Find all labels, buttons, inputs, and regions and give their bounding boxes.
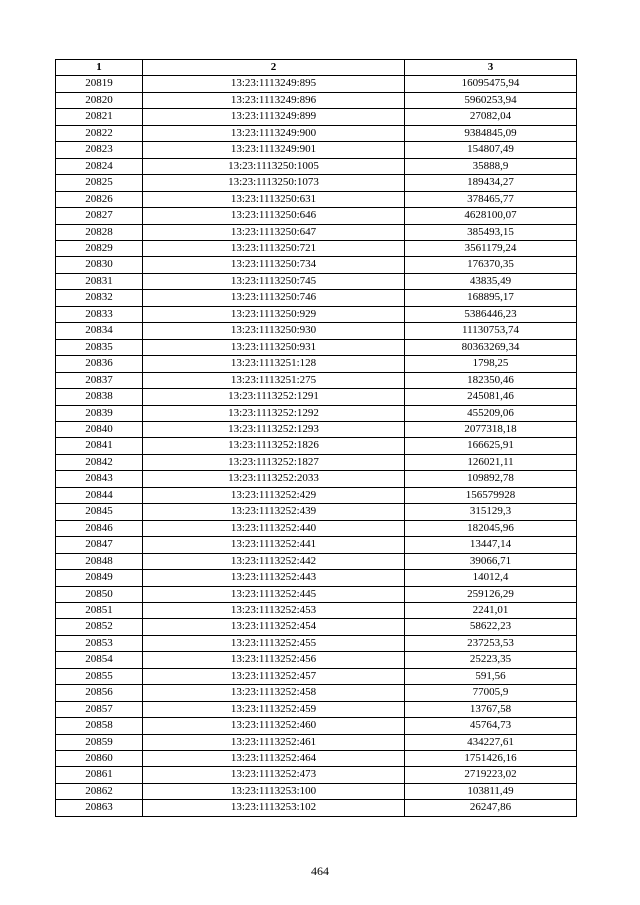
table-row [56, 389, 577, 405]
cadastral-number-cell: 13:23:1113252:458 [143, 685, 405, 701]
cadastral-number-cell: 13:23:1113249:899 [143, 109, 405, 125]
row-number-cell: 20820 [56, 92, 143, 108]
row-number-cell: 20845 [56, 504, 143, 520]
cadastral-number-cell: 13:23:1113252:1826 [143, 438, 405, 454]
row-number-cell: 20823 [56, 142, 143, 158]
table-row [56, 224, 577, 240]
row-number-cell: 20830 [56, 257, 143, 273]
value-cell: 126021,11 [405, 454, 577, 470]
row-number-cell: 20833 [56, 306, 143, 322]
table-row [56, 718, 577, 734]
value-cell: 103811,49 [405, 783, 577, 799]
table-row [56, 487, 577, 503]
cadastral-number-cell: 13:23:1113252:461 [143, 734, 405, 750]
cadastral-number-cell: 13:23:1113250:734 [143, 257, 405, 273]
table-row [56, 701, 577, 717]
row-number-cell: 20822 [56, 125, 143, 141]
value-cell: 1751426,16 [405, 751, 577, 767]
value-cell: 11130753,74 [405, 323, 577, 339]
value-cell: 1798,25 [405, 356, 577, 372]
column-header-2: 2 [143, 60, 405, 76]
row-number-cell: 20832 [56, 290, 143, 306]
page-number: 464 [311, 864, 329, 878]
cadastral-number-cell: 13:23:1113250:647 [143, 224, 405, 240]
table-row [56, 685, 577, 701]
row-number-cell: 20821 [56, 109, 143, 125]
table-row [56, 454, 577, 470]
value-cell: 2241,01 [405, 602, 577, 618]
cadastral-number-cell: 13:23:1113252:464 [143, 751, 405, 767]
cadastral-number-cell: 13:23:1113252:473 [143, 767, 405, 783]
cadastral-number-cell: 13:23:1113252:460 [143, 718, 405, 734]
row-number-cell: 20847 [56, 537, 143, 553]
value-cell: 385493,15 [405, 224, 577, 240]
value-cell: 168895,17 [405, 290, 577, 306]
value-cell: 109892,78 [405, 471, 577, 487]
table-row [56, 240, 577, 256]
table-row [56, 191, 577, 207]
value-cell: 176370,35 [405, 257, 577, 273]
cadastral-number-cell: 13:23:1113252:1292 [143, 405, 405, 421]
row-number-cell: 20841 [56, 438, 143, 454]
cadastral-number-cell: 13:23:1113249:895 [143, 76, 405, 92]
cadastral-number-cell: 13:23:1113252:455 [143, 635, 405, 651]
value-cell: 259126,29 [405, 586, 577, 602]
table-row [56, 158, 577, 174]
value-cell: 58622,23 [405, 619, 577, 635]
table-row [56, 372, 577, 388]
table-body [56, 76, 577, 816]
value-cell: 45764,73 [405, 718, 577, 734]
table-row [56, 767, 577, 783]
cadastral-number-cell: 13:23:1113250:1073 [143, 175, 405, 191]
cadastral-number-cell: 13:23:1113253:102 [143, 800, 405, 816]
value-cell: 9384845,09 [405, 125, 577, 141]
cadastral-number-cell: 13:23:1113252:457 [143, 668, 405, 684]
table-row [56, 586, 577, 602]
value-cell: 3561179,24 [405, 240, 577, 256]
cadastral-number-cell: 13:23:1113250:931 [143, 339, 405, 355]
table-row [56, 92, 577, 108]
value-cell: 166625,91 [405, 438, 577, 454]
value-cell: 378465,77 [405, 191, 577, 207]
table-row [56, 783, 577, 799]
cadastral-number-cell: 13:23:1113252:1291 [143, 389, 405, 405]
cadastral-number-cell: 13:23:1113250:721 [143, 240, 405, 256]
value-cell: 80363269,34 [405, 339, 577, 355]
row-number-cell: 20859 [56, 734, 143, 750]
value-cell: 455209,06 [405, 405, 577, 421]
table-row [56, 602, 577, 618]
value-cell: 182045,96 [405, 520, 577, 536]
row-number-cell: 20840 [56, 421, 143, 437]
data-table [55, 59, 577, 817]
row-number-cell: 20834 [56, 323, 143, 339]
value-cell: 26247,86 [405, 800, 577, 816]
table-row [56, 323, 577, 339]
row-number-cell: 20860 [56, 751, 143, 767]
table-row [56, 257, 577, 273]
value-cell: 35888,9 [405, 158, 577, 174]
value-cell: 434227,61 [405, 734, 577, 750]
table-row [56, 290, 577, 306]
row-number-cell: 20850 [56, 586, 143, 602]
cadastral-number-cell: 13:23:1113250:929 [143, 306, 405, 322]
cadastral-number-cell: 13:23:1113252:442 [143, 553, 405, 569]
row-number-cell: 20848 [56, 553, 143, 569]
cadastral-number-cell: 13:23:1113252:453 [143, 602, 405, 618]
row-number-cell: 20861 [56, 767, 143, 783]
cadastral-number-cell: 13:23:1113252:441 [143, 537, 405, 553]
cadastral-number-cell: 13:23:1113250:745 [143, 273, 405, 289]
table-row [56, 339, 577, 355]
cadastral-number-cell: 13:23:1113250:930 [143, 323, 405, 339]
row-number-cell: 20826 [56, 191, 143, 207]
row-number-cell: 20839 [56, 405, 143, 421]
table-row [56, 421, 577, 437]
row-number-cell: 20863 [56, 800, 143, 816]
table-row [56, 570, 577, 586]
table-row [56, 405, 577, 421]
row-number-cell: 20829 [56, 240, 143, 256]
table-row [56, 471, 577, 487]
row-number-cell: 20827 [56, 208, 143, 224]
row-number-cell: 20851 [56, 602, 143, 618]
row-number-cell: 20836 [56, 356, 143, 372]
row-number-cell: 20842 [56, 454, 143, 470]
row-number-cell: 20837 [56, 372, 143, 388]
cadastral-number-cell: 13:23:1113252:440 [143, 520, 405, 536]
row-number-cell: 20857 [56, 701, 143, 717]
table-row [56, 175, 577, 191]
table-row [56, 800, 577, 816]
cadastral-number-cell: 13:23:1113250:746 [143, 290, 405, 306]
cadastral-number-cell: 13:23:1113252:443 [143, 570, 405, 586]
value-cell: 5386446,23 [405, 306, 577, 322]
row-number-cell: 20843 [56, 471, 143, 487]
value-cell: 591,56 [405, 668, 577, 684]
row-number-cell: 20828 [56, 224, 143, 240]
row-number-cell: 20824 [56, 158, 143, 174]
table-row [56, 306, 577, 322]
row-number-cell: 20855 [56, 668, 143, 684]
table-row [56, 109, 577, 125]
table-row [56, 635, 577, 651]
row-number-cell: 20838 [56, 389, 143, 405]
row-number-cell: 20862 [56, 783, 143, 799]
row-number-cell: 20856 [56, 685, 143, 701]
cadastral-number-cell: 13:23:1113253:100 [143, 783, 405, 799]
cadastral-number-cell: 13:23:1113252:1827 [143, 454, 405, 470]
cadastral-number-cell: 13:23:1113252:429 [143, 487, 405, 503]
row-number-cell: 20831 [56, 273, 143, 289]
row-number-cell: 20844 [56, 487, 143, 503]
table-row [56, 438, 577, 454]
cadastral-number-cell: 13:23:1113252:1293 [143, 421, 405, 437]
cadastral-number-cell: 13:23:1113252:2033 [143, 471, 405, 487]
value-cell: 13447,14 [405, 537, 577, 553]
row-number-cell: 20853 [56, 635, 143, 651]
cadastral-number-cell: 13:23:1113252:459 [143, 701, 405, 717]
value-cell: 315129,3 [405, 504, 577, 520]
value-cell: 77005,9 [405, 685, 577, 701]
cadastral-number-cell: 13:23:1113249:900 [143, 125, 405, 141]
value-cell: 245081,46 [405, 389, 577, 405]
cadastral-number-cell: 13:23:1113251:128 [143, 356, 405, 372]
value-cell: 16095475,94 [405, 76, 577, 92]
value-cell: 4628100,07 [405, 208, 577, 224]
table-row [56, 734, 577, 750]
cadastral-number-cell: 13:23:1113250:1005 [143, 158, 405, 174]
cadastral-number-cell: 13:23:1113252:456 [143, 652, 405, 668]
value-cell: 189434,27 [405, 175, 577, 191]
table-row [56, 273, 577, 289]
table-row [56, 668, 577, 684]
value-cell: 182350,46 [405, 372, 577, 388]
table-header-row [56, 60, 577, 76]
table-row [56, 142, 577, 158]
value-cell: 2077318,18 [405, 421, 577, 437]
table-row [56, 652, 577, 668]
row-number-cell: 20849 [56, 570, 143, 586]
table-row [56, 356, 577, 372]
table-row [56, 619, 577, 635]
row-number-cell: 20858 [56, 718, 143, 734]
value-cell: 156579928 [405, 487, 577, 503]
cadastral-number-cell: 13:23:1113252:445 [143, 586, 405, 602]
column-header-1: 1 [56, 60, 143, 76]
value-cell: 2719223,02 [405, 767, 577, 783]
table-row [56, 125, 577, 141]
value-cell: 237253,53 [405, 635, 577, 651]
table-row [56, 520, 577, 536]
value-cell: 39066,71 [405, 553, 577, 569]
cadastral-number-cell: 13:23:1113252:454 [143, 619, 405, 635]
table-row [56, 751, 577, 767]
row-number-cell: 20819 [56, 76, 143, 92]
value-cell: 154807,49 [405, 142, 577, 158]
table-row [56, 537, 577, 553]
table-row [56, 76, 577, 92]
row-number-cell: 20854 [56, 652, 143, 668]
cadastral-number-cell: 13:23:1113252:439 [143, 504, 405, 520]
table-row [56, 208, 577, 224]
value-cell: 25223,35 [405, 652, 577, 668]
cadastral-number-cell: 13:23:1113250:631 [143, 191, 405, 207]
cadastral-number-cell: 13:23:1113251:275 [143, 372, 405, 388]
value-cell: 5960253,94 [405, 92, 577, 108]
row-number-cell: 20846 [56, 520, 143, 536]
value-cell: 14012,4 [405, 570, 577, 586]
row-number-cell: 20852 [56, 619, 143, 635]
table-row [56, 553, 577, 569]
cadastral-number-cell: 13:23:1113250:646 [143, 208, 405, 224]
value-cell: 13767,58 [405, 701, 577, 717]
table-row [56, 504, 577, 520]
column-header-3: 3 [405, 60, 577, 76]
cadastral-number-cell: 13:23:1113249:896 [143, 92, 405, 108]
value-cell: 27082,04 [405, 109, 577, 125]
value-cell: 43835,49 [405, 273, 577, 289]
cadastral-number-cell: 13:23:1113249:901 [143, 142, 405, 158]
row-number-cell: 20825 [56, 175, 143, 191]
row-number-cell: 20835 [56, 339, 143, 355]
